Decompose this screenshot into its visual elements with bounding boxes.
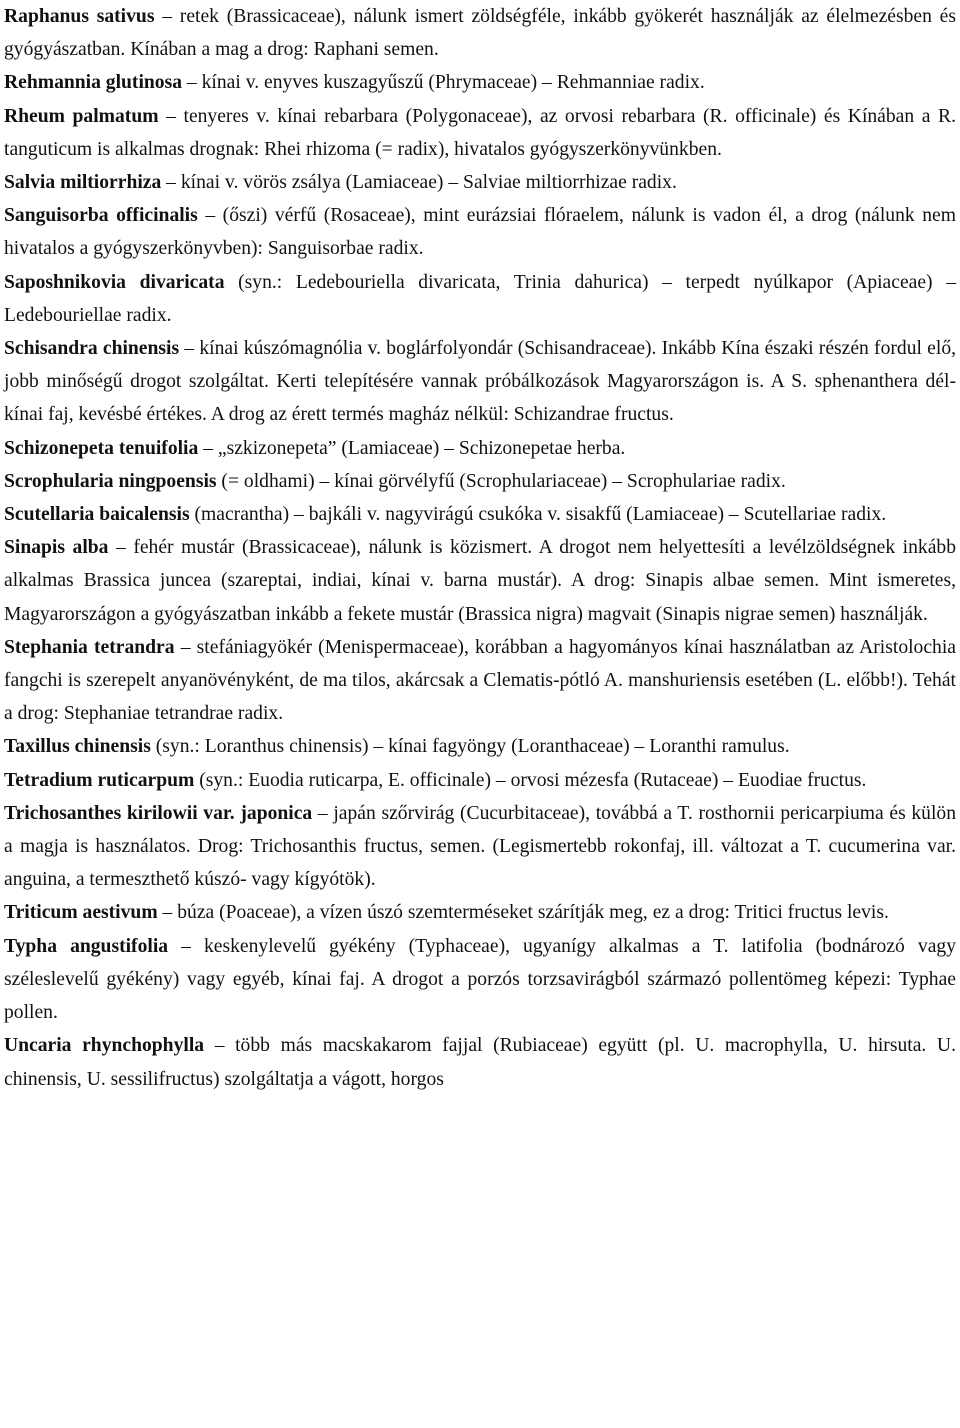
species-name: Sinapis alba [4, 537, 109, 559]
entry-scrophularia-ningpoensis [4, 465, 956, 498]
species-name: Schisandra chinensis [4, 338, 180, 360]
entry-rheum-palmatum [4, 100, 956, 166]
entry-taxillus-chinensis [4, 730, 956, 763]
species-name: Schizonepeta tenuifolia [4, 437, 199, 459]
entry-text: – több más macskakarom fajjal (Rubiaceae) együtt (pl. U. macrophylla, U. hirsuta. U. chinensis, U. sessilifructus) szolgáltatja a vágott, horgos [4, 1035, 956, 1090]
species-name: Triticum aestivum [4, 902, 158, 924]
species-name: Taxillus chinensis [4, 736, 151, 758]
species-name: Scrophularia ningpoensis [4, 470, 217, 492]
entry-sanguisorba-officinalis [4, 199, 956, 265]
species-name: Tetradium ruticarpum [4, 769, 195, 791]
species-name: Salvia miltiorrhiza [4, 172, 162, 194]
entry-text: – „szkizonepeta” (Lamiaceae) – Schizonepetae herba. [198, 437, 626, 459]
entry-sinapis-alba [4, 531, 956, 631]
entry-text: – kínai kúszómagnólia v. boglárfolyondár (Schisandraceae). Inkább Kína északi részén fordul elő, jobb minőségű drogot szolgáltat. Kerti telepítésére vannak próbálkozások Magyarországon is. A S. sphenanthera dél-kínai faj, kevésbé értékes. A drog az érett termés magház nélkül: Schizandrae fructus. [4, 338, 957, 426]
entry-tetradium-ruticarpum [4, 764, 956, 797]
entry-text: – japán szőrvirág (Cucurbitaceae), továbbá a T. rosthornii pericarpiuma és külön a magja is használatos. Drog: Trichosanthis fructus, semen. (Legismertebb rokonfaj, ill. változat a T. cucumerina var. anguina, a termeszthető kúszó- vagy kígyótök). [4, 802, 956, 891]
entry-scutellaria-baicalensis [4, 498, 956, 531]
entry-text: – kínai v. vörös zsálya (Lamiaceae) – Salviae miltiorrhizae radix. [161, 172, 677, 194]
entry-text: (macrantha) – bajkáli v. nagyvirágú csukóka v. sisakfű (Lamiaceae) – Scutellariae radix. [189, 504, 887, 526]
entry-text: – kínai v. enyves kuszagyűszű (Phrymaceae) – Rehmanniae radix. [182, 72, 705, 94]
species-name: Rehmannia glutinosa [4, 72, 183, 94]
entry-text: (syn.: Loranthus chinensis) – kínai fagyöngy (Loranthaceae) – Loranthi ramulus. [150, 736, 790, 758]
entry-typha-angustifolia [4, 930, 956, 1030]
entry-text: – fehér mustár (Brassicaceae), nálunk is közismert. A drogot nem helyettesíti a levélzöldségnek inkább alkalmas Brassica juncea (szareptai, indiai, kínai v. barna mustár). A drog: Sinapis albae semen. Mint ismeretes, Magyarországon a gyógyászatban inkább a fekete mustár (Brassica nigra) magvait (Sinapis nigrae semen) használják. [4, 537, 956, 625]
species-name: Saposhnikovia divaricata [4, 271, 225, 293]
entry-text: (syn.: Ledebouriella divaricata, Trinia dahurica) – terpedt nyúlkapor (Apiaceae) – Ledebouriellae radix. [4, 271, 956, 326]
species-name: Trichosanthes kirilowii var. japonica [4, 802, 313, 824]
species-name: Typha angustifolia [4, 935, 169, 957]
entry-salvia-miltiorrhiza [4, 166, 956, 199]
species-name: Sanguisorba officinalis [4, 205, 198, 227]
entry-schisandra-chinensis [4, 332, 956, 432]
entry-text: – (őszi) vérfű (Rosaceae), mint eurázsiai flóraelem, nálunk is vadon él, a drog (nálunk nem hivatalos a gyógyszerkönyvben): Sanguisorbae radix. [4, 205, 956, 260]
species-name: Uncaria rhynchophylla [4, 1035, 205, 1057]
entry-text: (syn.: Euodia ruticarpa, E. officinale) – orvosi mézesfa (Rutaceae) – Euodiae fructus. [194, 769, 867, 791]
entry-uncaria-rhynchophylla [4, 1029, 956, 1095]
entry-text: – keskenylevelű gyékény (Typhaceae), ugyanígy alkalmas a T. latifolia (bodnározó vagy széleslevelű gyékény) vagy egyéb, kínai faj. A drogot a porzós torzsavirágból származó pollentömeg képezi: Typhae pollen. [4, 935, 957, 1024]
entry-text: – stefániagyökér (Menispermaceae), korábban a hagyományos kínai használatban az Aristolochia fangchi is szerepelt anyanövényként, de ma tilos, akárcsak a Clematis-pótló A. manshuriensis esetében (L. előbb!). Tehát a drog: Stephaniae tetrandrae radix. [4, 636, 956, 725]
species-name: Rheum palmatum [4, 105, 159, 127]
entry-rehmannia-glutinosa [4, 66, 956, 99]
entry-text: – tenyeres v. kínai rebarbara (Polygonaceae), az orvosi rebarbara (R. officinale) és Kínában a R. tanguticum is alkalmas drognak: Rhei rhizoma (= radix), hivatalos gyógyszerkönyvünkben. [4, 105, 956, 160]
species-name: Stephania tetrandra [4, 636, 175, 658]
entry-triticum-aestivum [4, 896, 956, 929]
entry-schizonepeta-tenuifolia [4, 432, 956, 465]
entry-text: – búza (Poaceae), a vízen úszó szemterméseket szárítják meg, ez a drog: Tritici fructus levis. [157, 902, 889, 924]
entry-text: (= oldhami) – kínai görvélyfű (Scrophulariaceae) – Scrophulariae radix. [216, 470, 786, 492]
entry-raphanus-sativus [4, 0, 956, 66]
entry-saposhnikovia-divaricata [4, 266, 956, 332]
entry-stephania-tetrandra [4, 631, 956, 731]
entry-text: – retek (Brassicaceae), nálunk ismert zöldségféle, inkább gyökerét használják az élelmezésben és gyógyászatban. Kínában a mag a drog: Raphani semen. [4, 6, 956, 61]
entry-trichosanthes-kirilowii [4, 797, 956, 897]
species-name: Scutellaria baicalensis [4, 504, 190, 526]
species-name: Raphanus sativus [4, 6, 155, 27]
